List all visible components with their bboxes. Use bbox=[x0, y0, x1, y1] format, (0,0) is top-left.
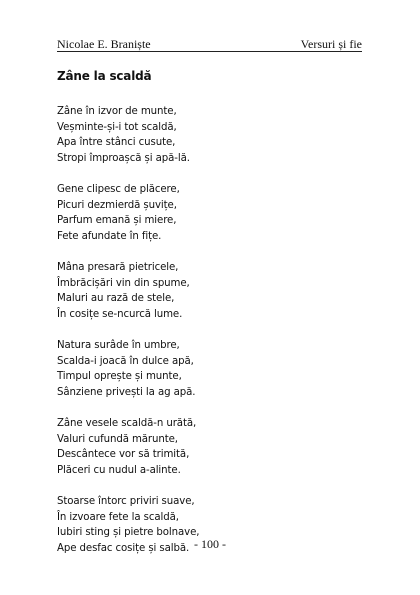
poem-line: Iubiri sting și pietre bolnave, bbox=[57, 527, 200, 538]
poem-line: În izvoare fete la scaldă, bbox=[57, 511, 179, 523]
poem-line: Apa între stânci cusute, bbox=[57, 137, 176, 148]
poem-line: Stropi împroașcă și apă-lă. bbox=[57, 152, 190, 164]
poem-line: Scalda-i joacă în dulce apă, bbox=[57, 355, 194, 367]
poem-line: Veșminte-și-i tot scaldă, bbox=[57, 121, 177, 133]
poem-line: Picuri dezmierdă șuvițe, bbox=[57, 199, 177, 211]
stanza bbox=[57, 338, 199, 400]
poem-line: Timpul oprește și munte, bbox=[57, 371, 182, 382]
poem-line: Fete afundate în fițe. bbox=[57, 230, 162, 242]
header-book-title: Versuri și fie bbox=[300, 37, 362, 51]
poem-line: Zâne vesele scaldă-n urătă, bbox=[57, 418, 197, 429]
poem-line: Zâne în izvor de munte, bbox=[57, 106, 177, 117]
stanza bbox=[57, 104, 199, 166]
poem-line: Parfum emană și miere, bbox=[57, 215, 177, 226]
poem-line: Descântece vor să trimită, bbox=[57, 449, 190, 460]
stanza bbox=[57, 416, 199, 478]
stanza bbox=[57, 260, 199, 322]
poem-line: Ape desfac cosițe și salbă. bbox=[57, 542, 190, 554]
poem-line: Mâna presară pietricele, bbox=[57, 262, 179, 273]
poem-line: Maluri au rază de stele, bbox=[57, 293, 175, 304]
stanza bbox=[57, 182, 199, 244]
poem-title: Zâne la scaldă bbox=[57, 69, 152, 83]
poem-line: Valuri cufundă mărunte, bbox=[57, 433, 178, 445]
header-author: Nicolae E. Braniște bbox=[57, 37, 151, 51]
poem-line: Natura surâde în umbre, bbox=[57, 340, 180, 351]
poem-line: Gene clipesc de plăcere, bbox=[57, 184, 180, 195]
poem-line: Stoarse întorc priviri suave, bbox=[57, 496, 195, 507]
poem-line: În cosițe se-ncurcă lume. bbox=[57, 308, 183, 320]
header-divider bbox=[57, 51, 362, 52]
poem-body bbox=[57, 104, 199, 572]
page-number: - 100 - bbox=[194, 537, 226, 551]
poem-line: Plăceri cu nudul a-alinte. bbox=[57, 464, 181, 476]
poem-line: Îmbrăcișări vin din spume, bbox=[57, 277, 190, 289]
poem-line: Sânziene privești la ag apă. bbox=[57, 386, 196, 398]
